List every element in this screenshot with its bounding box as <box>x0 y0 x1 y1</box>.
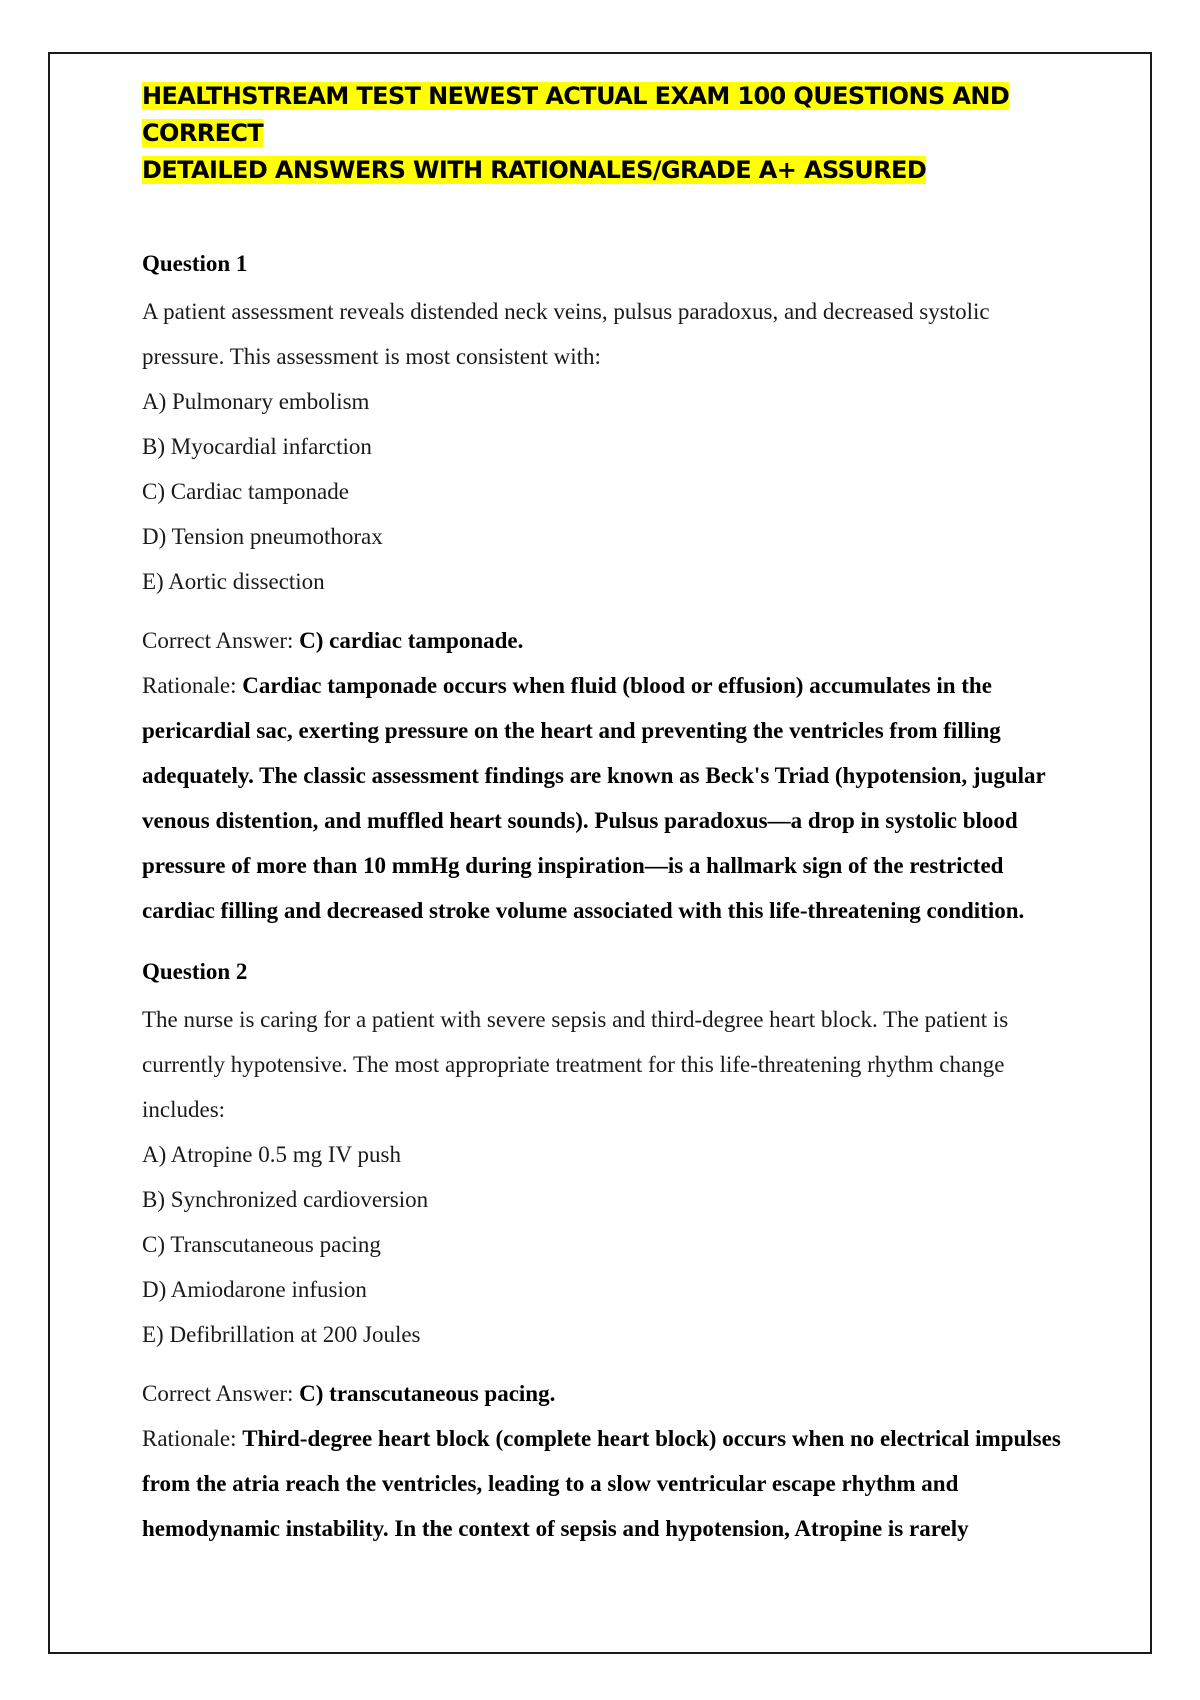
answer-option: A) Atropine 0.5 mg IV push <box>142 1142 401 1167</box>
answer-option: E) Aortic dissection <box>142 569 325 594</box>
correct-answer-label: Correct Answer: <box>142 1381 294 1406</box>
answer-option: D) Tension pneumothorax <box>142 524 383 549</box>
correct-answer-value: C) cardiac tamponade. <box>299 628 524 653</box>
question-stem: A patient assessment reveals distended neck veins, pulsus paradoxus, and decreased systolic pressure. This assessment is most consistent with: <box>142 299 990 369</box>
rationale <box>142 1416 1072 1551</box>
question-block <box>142 955 1072 1551</box>
document-title <box>142 78 1072 189</box>
title-line-1: HEALTHSTREAM TEST NEWEST ACTUAL EXAM 100 QUESTIONS AND CORRECT <box>142 82 1010 147</box>
question-stem: The nurse is caring for a patient with severe sepsis and third-degree heart block. The patient is currently hypotensive. The most appropriate treatment for this life-threatening rhythm change includes: <box>142 1007 1009 1122</box>
answer-option: A) Pulmonary embolism <box>142 389 370 414</box>
rationale-label: Rationale: <box>142 1426 237 1451</box>
answer-option: B) Myocardial infarction <box>142 434 372 459</box>
question-block <box>142 247 1072 933</box>
answer-option: C) Transcutaneous pacing <box>142 1232 381 1257</box>
answer-option: B) Synchronized cardioversion <box>142 1187 429 1212</box>
answer-option: C) Cardiac tamponade <box>142 479 349 504</box>
title-line-2: DETAILED ANSWERS WITH RATIONALES/GRADE A+ ASSURED <box>142 156 927 184</box>
question-heading: Question 1 <box>142 251 248 276</box>
correct-answer <box>142 618 1072 663</box>
document-body <box>142 78 1072 1551</box>
question-heading: Question 2 <box>142 959 248 984</box>
answer-option: D) Amiodarone infusion <box>142 1277 367 1302</box>
rationale-label: Rationale: <box>142 673 237 698</box>
correct-answer <box>142 1371 1072 1416</box>
correct-answer-label: Correct Answer: <box>142 628 294 653</box>
correct-answer-value: C) transcutaneous pacing. <box>299 1381 556 1406</box>
rationale-text: Third-degree heart block (complete heart block) occurs when no electrical impulses from the atria reach the ventricles, leading to a slow ventricular escape rhythm and hemodynamic instability. In the context of sepsis and hypotension, Atropine is rarely <box>142 1426 1061 1541</box>
rationale-text: Cardiac tamponade occurs when fluid (blood or effusion) accumulates in the pericardial sac, exerting pressure on the heart and preventing the ventricles from filling adequately. The classic assessment findings are known as Beck's Triad (hypotension, jugular venous distention, and muffled heart sounds). Pulsus paradoxus—a drop in systolic blood pressure of more than 10 mmHg during inspiration—is a hallmark sign of the restricted cardiac filling and decreased stroke volume associated with this life-threatening condition. <box>142 673 1046 923</box>
answer-option: E) Defibrillation at 200 Joules <box>142 1322 421 1347</box>
rationale <box>142 663 1072 933</box>
